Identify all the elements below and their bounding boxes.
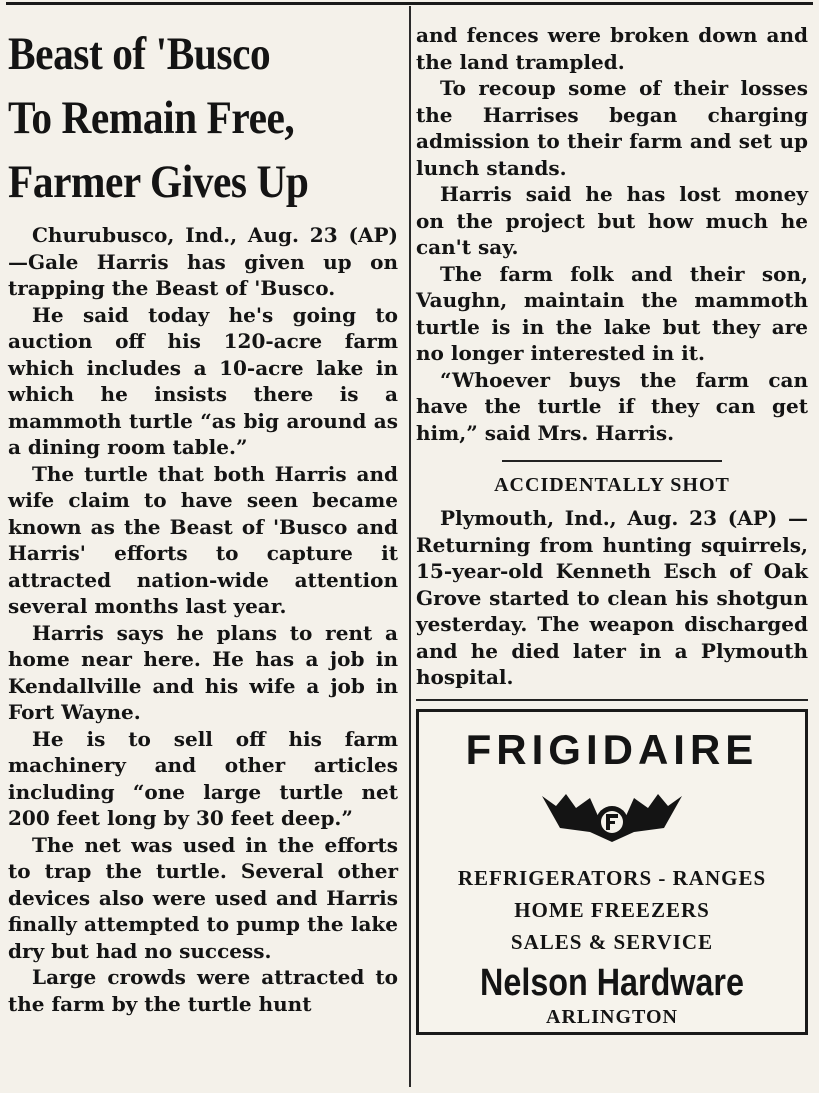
article-paragraph: Harris said he has lost money on the project but how much he can't say. [416,182,808,259]
section-divider [502,460,722,462]
ad-divider [416,699,808,701]
short-article-body: Plymouth, Ind., Aug. 23 (AP) — Returning from hunting squirrels, 15-year-old Kenneth Esch of Oak Grove started to clean his shotgun yesterday. The weapon discharged and he died later in a Plymouth hospital. [416,506,808,689]
frigidaire-wings-logo-icon [542,782,682,852]
article-paragraph: To recoup some of their losses the Harrises began charging admission to their farm and set up lunch stands. [416,76,808,180]
article-paragraph: Harris says he plans to rent a home near here. He has a job in Kendallville and his wife a job in Fort Wayne. [8,620,398,724]
article-continuation: and fences were broken down and the land trampled. [416,23,808,74]
headline-line-3: Farmer Gives Up [8,156,309,208]
column-divider [409,6,411,1087]
article-paragraph: “Whoever buys the farm can have the turtle if they can get him,” said Mrs. Harris. [416,367,808,445]
ad-town: ARLINGTON [546,1005,678,1028]
article-paragraph: Churubusco, Ind., Aug. 23 (AP) —Gale Harris has given up on trapping the Beast of 'Busco. [8,223,398,300]
ad-line-products: REFRIGERATORS - RANGES [457,865,767,890]
article-paragraph: Large crowds were attracted to the farm by the turtle hunt [8,965,398,1016]
ad-line-service: SALES & SERVICE [510,929,714,954]
article-paragraph: The farm folk and their son, Vaughn, maintain the mammoth turtle is in the lake but they are no longer interested in it. [416,261,808,365]
advertisement [416,709,808,1035]
subheadline: ACCIDENTALLY SHOT [494,474,730,496]
article-paragraph: He is to sell off his farm machinery and other articles including “one large turtle net 200 feet long by 30 feet deep.” [8,726,398,830]
headline [8,22,404,214]
ad-brand-name: FRIGIDAIRE [465,725,759,773]
headline-line-2: To Remain Free, [8,92,295,144]
top-rule [6,2,813,5]
right-column [416,22,808,1035]
headline-line-1: Beast of 'Busco [8,28,271,80]
ad-line-freezers: HOME FREEZERS [514,897,710,922]
article-paragraph: He said today he's going to auction off his 120-acre farm which includes a 10-acre lake in which he insists there is a mammoth turtle “as big around as a dining room table.” [8,302,398,459]
article-paragraph: The net was used in the efforts to trap the turtle. Several other devices also were used and Harris finally attempted to pump the lake dry but had no success. [8,832,398,963]
ad-store-name: Nelson Hardware [480,961,744,1004]
article-paragraph: The turtle that both Harris and wife claim to have seen became known as the Beast of 'Busco and Harris' efforts to capture it attracted nation-wide attention several months last year. [8,461,398,618]
left-column [8,22,398,1017]
